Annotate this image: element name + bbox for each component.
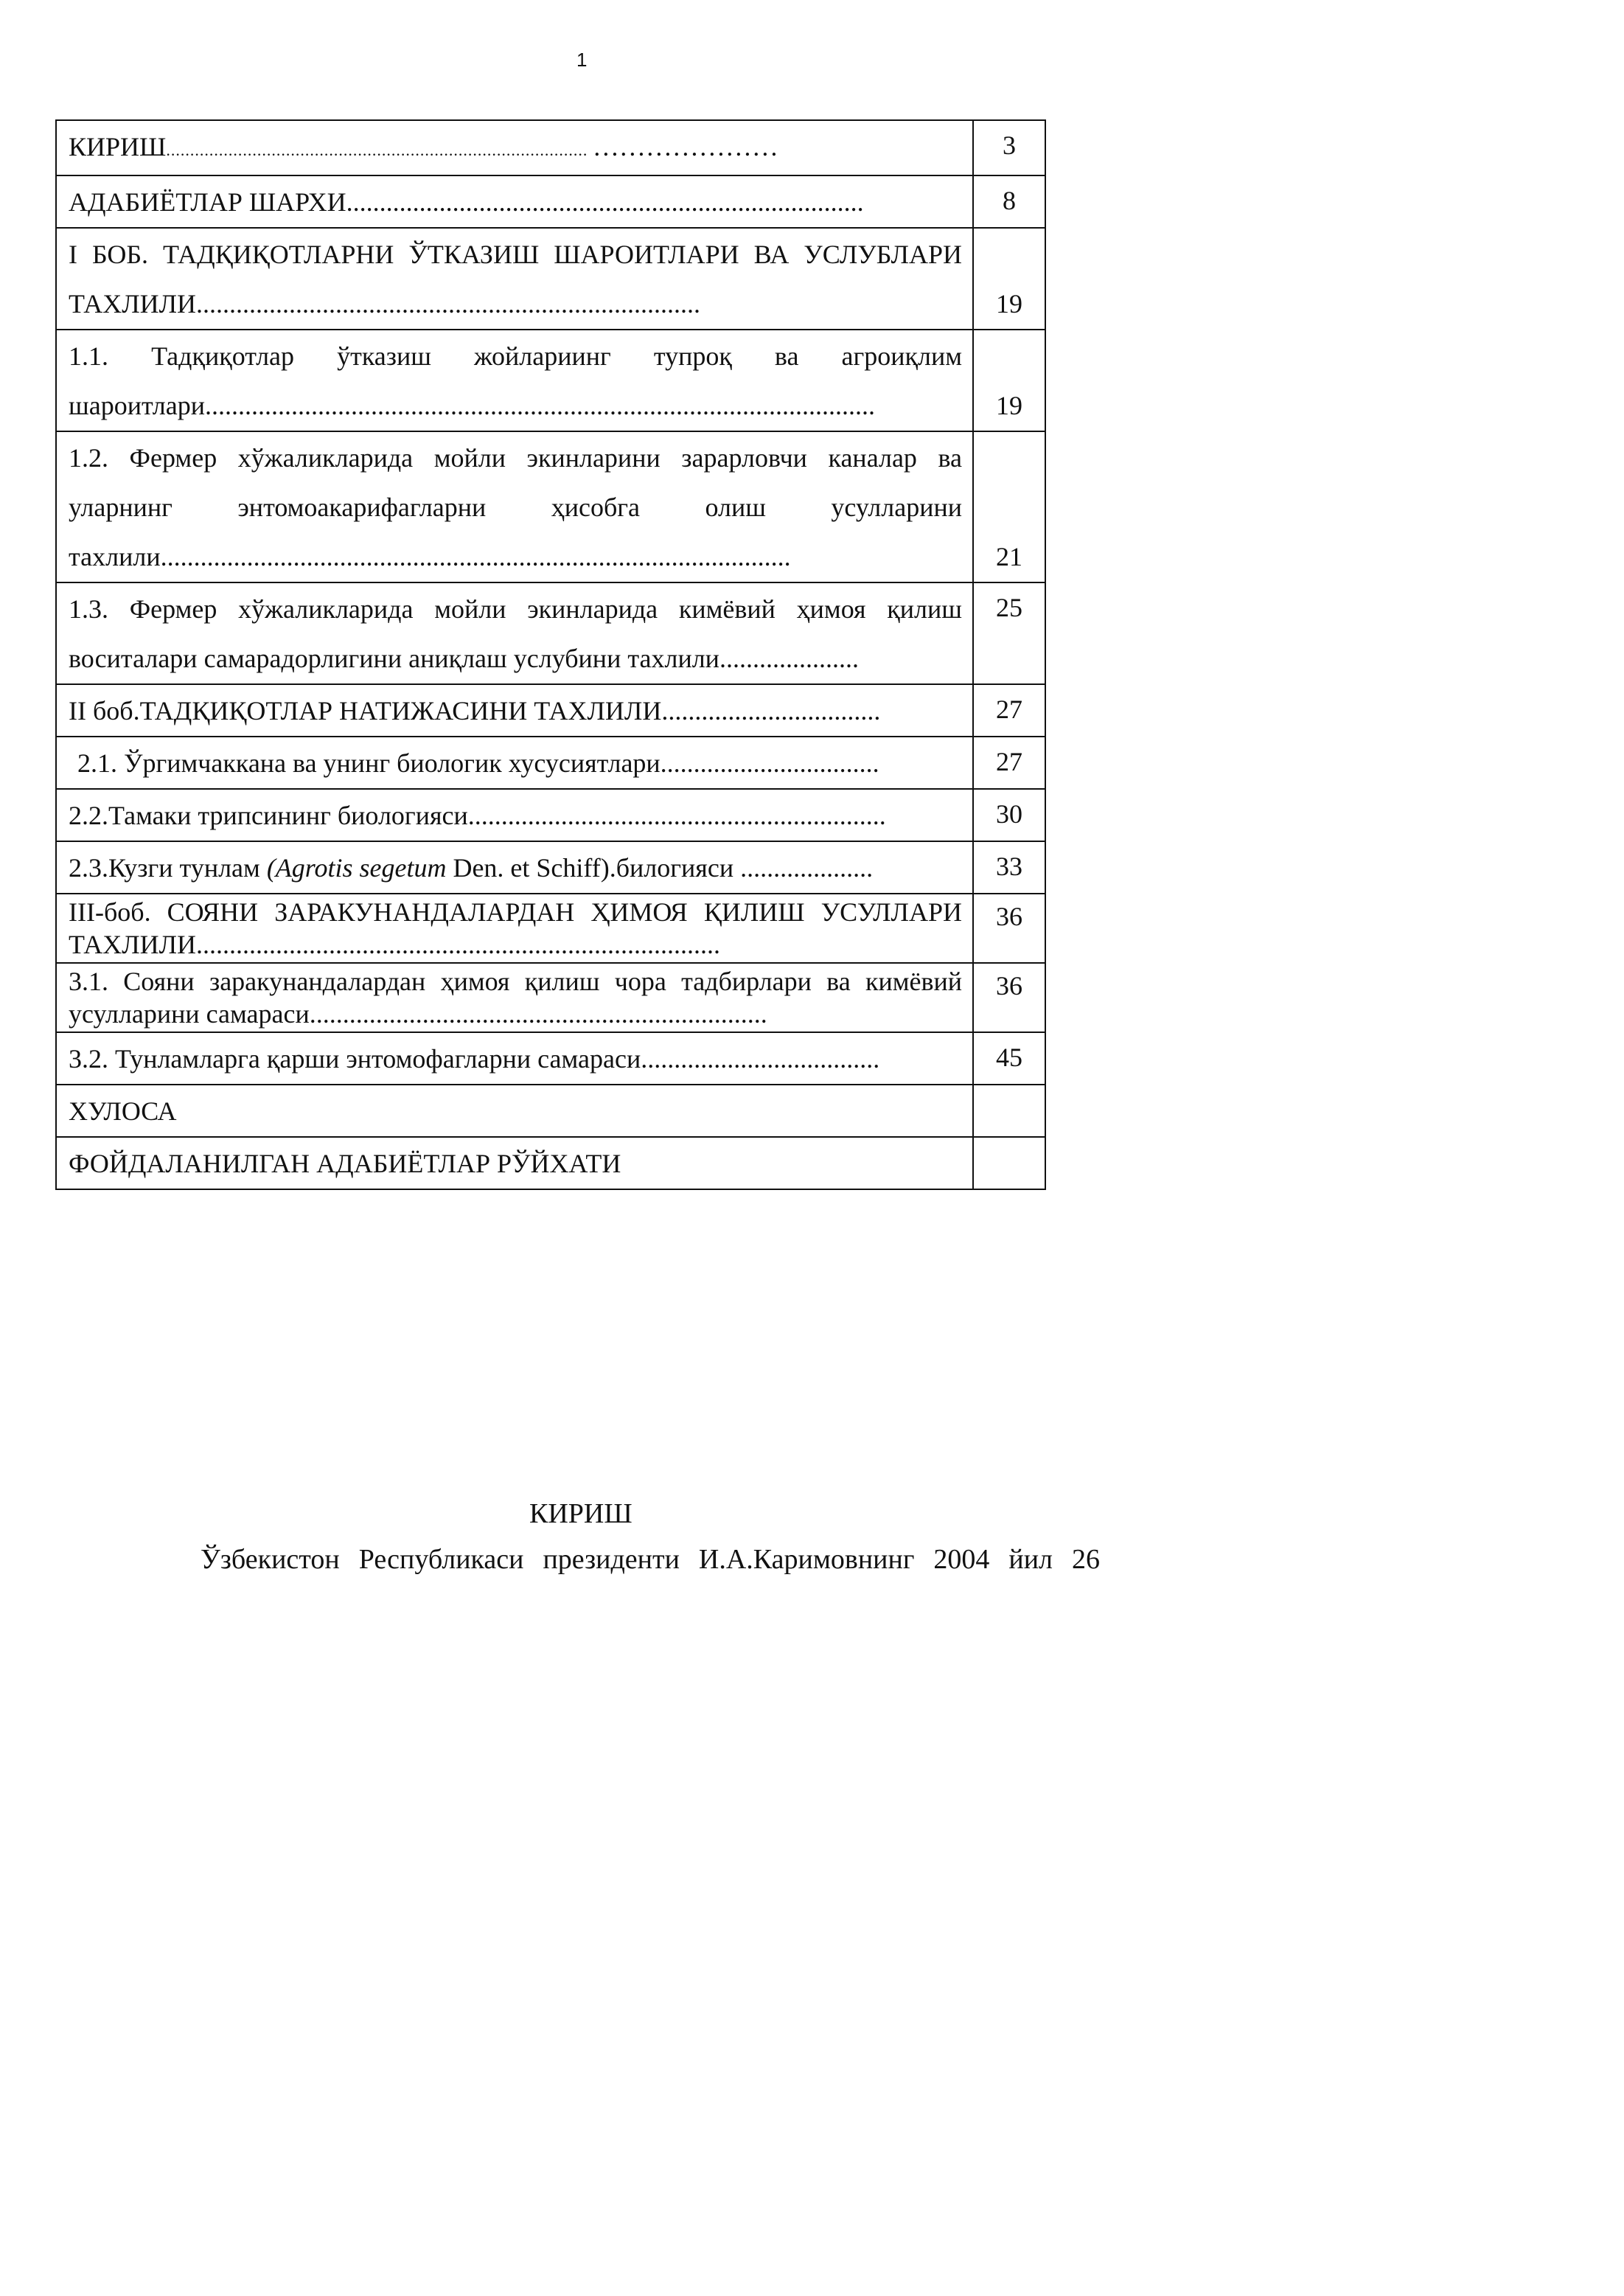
toc-title: 1.3. Фермер хўжаликларида мойли экинларида кимёвий ҳимоя қилиш воситалари самарадорлигини аниқлаш услубини тахлили..................... [56,582,973,684]
toc-page: 19 [973,330,1045,431]
toc-title: 3.1. Сояни заракунандалардан ҳимоя қилиш чора тадбирлари ва кимёвий усулларини самараси..................................................................... [56,963,973,1032]
toc-title-text: КИРИШ [69,132,167,161]
toc-title: III-боб. СОЯНИ ЗАРАКУНАНДАЛАРДАН ҲИМОЯ ҚИЛИШ УСУЛЛАРИ ТАХЛИЛИ............................................................................... [56,894,973,963]
toc-dots: ........................................................................................ [166,141,593,159]
toc-title: ХУЛОСА [56,1085,973,1137]
toc-title: 2.2.Тамаки трипсининг биологияси............................................................... [56,789,973,841]
section-body-text: Ўзбекистон Республикаси президенти И.А.Каримовнинг 2004 йил 26 [201,1544,1100,1575]
toc-title [56,841,973,894]
toc-row [56,228,1045,330]
toc-title: 3.2. Тунламларга қарши энтомофагларни самараси.................................... [56,1032,973,1085]
toc-row [56,175,1045,228]
page-number: 1 [576,49,588,71]
toc-row [56,330,1045,431]
toc-page: 25 [973,582,1045,684]
toc-page: 19 [973,228,1045,330]
toc-row [56,1085,1045,1137]
toc-page: 45 [973,1032,1045,1085]
toc-title: II боб.ТАДҚИҚОТЛАР НАТИЖАСИНИ ТАХЛИЛИ................................. [56,684,973,737]
toc-title: 2.1. Ўргимчаккана ва унинг биологик хусусиятлари................................. [56,737,973,789]
toc-title: АДАБИЁТЛАР ШАРХИ.............................................................................. [56,175,973,228]
toc-page [973,1137,1045,1189]
toc-row [56,431,1045,582]
toc-page: 3 [973,120,1045,175]
toc-row [56,684,1045,737]
toc-title: I БОБ. ТАДҚИҚОТЛАРНИ ЎТКАЗИШ ШАРОИТЛАРИ ВА УСЛУБЛАРИ ТАХЛИЛИ............................................................................ [56,228,973,330]
toc-title: 1.2. Фермер хўжаликларида мойли экинларини зарарловчи каналар ва уларнинг энтомоакарифагларни ҳисобга олиш усулларини тахлили............................................................................................... [56,431,973,582]
toc-page: 36 [973,963,1045,1032]
toc-page: 36 [973,894,1045,963]
toc-row [56,789,1045,841]
toc-row [56,1032,1045,1085]
toc-row [56,894,1045,963]
toc-page: 8 [973,175,1045,228]
toc-row [56,841,1045,894]
toc-dots-ellipsis: ………………… [592,132,778,161]
toc-page: 30 [973,789,1045,841]
toc-page [973,1085,1045,1137]
toc-title: 1.1. Тадқиқотлар ўтказиш жойлариинг тупроқ ва агроиқлим шароитлари..................................................................................................... [56,330,973,431]
toc-row [56,120,1045,175]
toc-title-text: Den. et Schiff).билогияси .................... [446,853,874,883]
toc-row [56,963,1045,1032]
toc-title-text: 2.3.Кузги тунлам [69,853,267,883]
toc-page: 33 [973,841,1045,894]
toc-title: ФОЙДАЛАНИЛГАН АДАБИЁТЛАР РЎЙХАТИ [56,1137,973,1189]
table-of-contents [55,119,1046,1190]
toc-page: 27 [973,684,1045,737]
toc-row [56,1137,1045,1189]
toc-title-italic: (Agrotis segetum [266,853,447,883]
section-heading: КИРИШ [529,1498,632,1529]
toc-page: 21 [973,431,1045,582]
toc-page: 27 [973,737,1045,789]
toc-title [56,120,973,175]
toc-row [56,582,1045,684]
toc-row [56,737,1045,789]
